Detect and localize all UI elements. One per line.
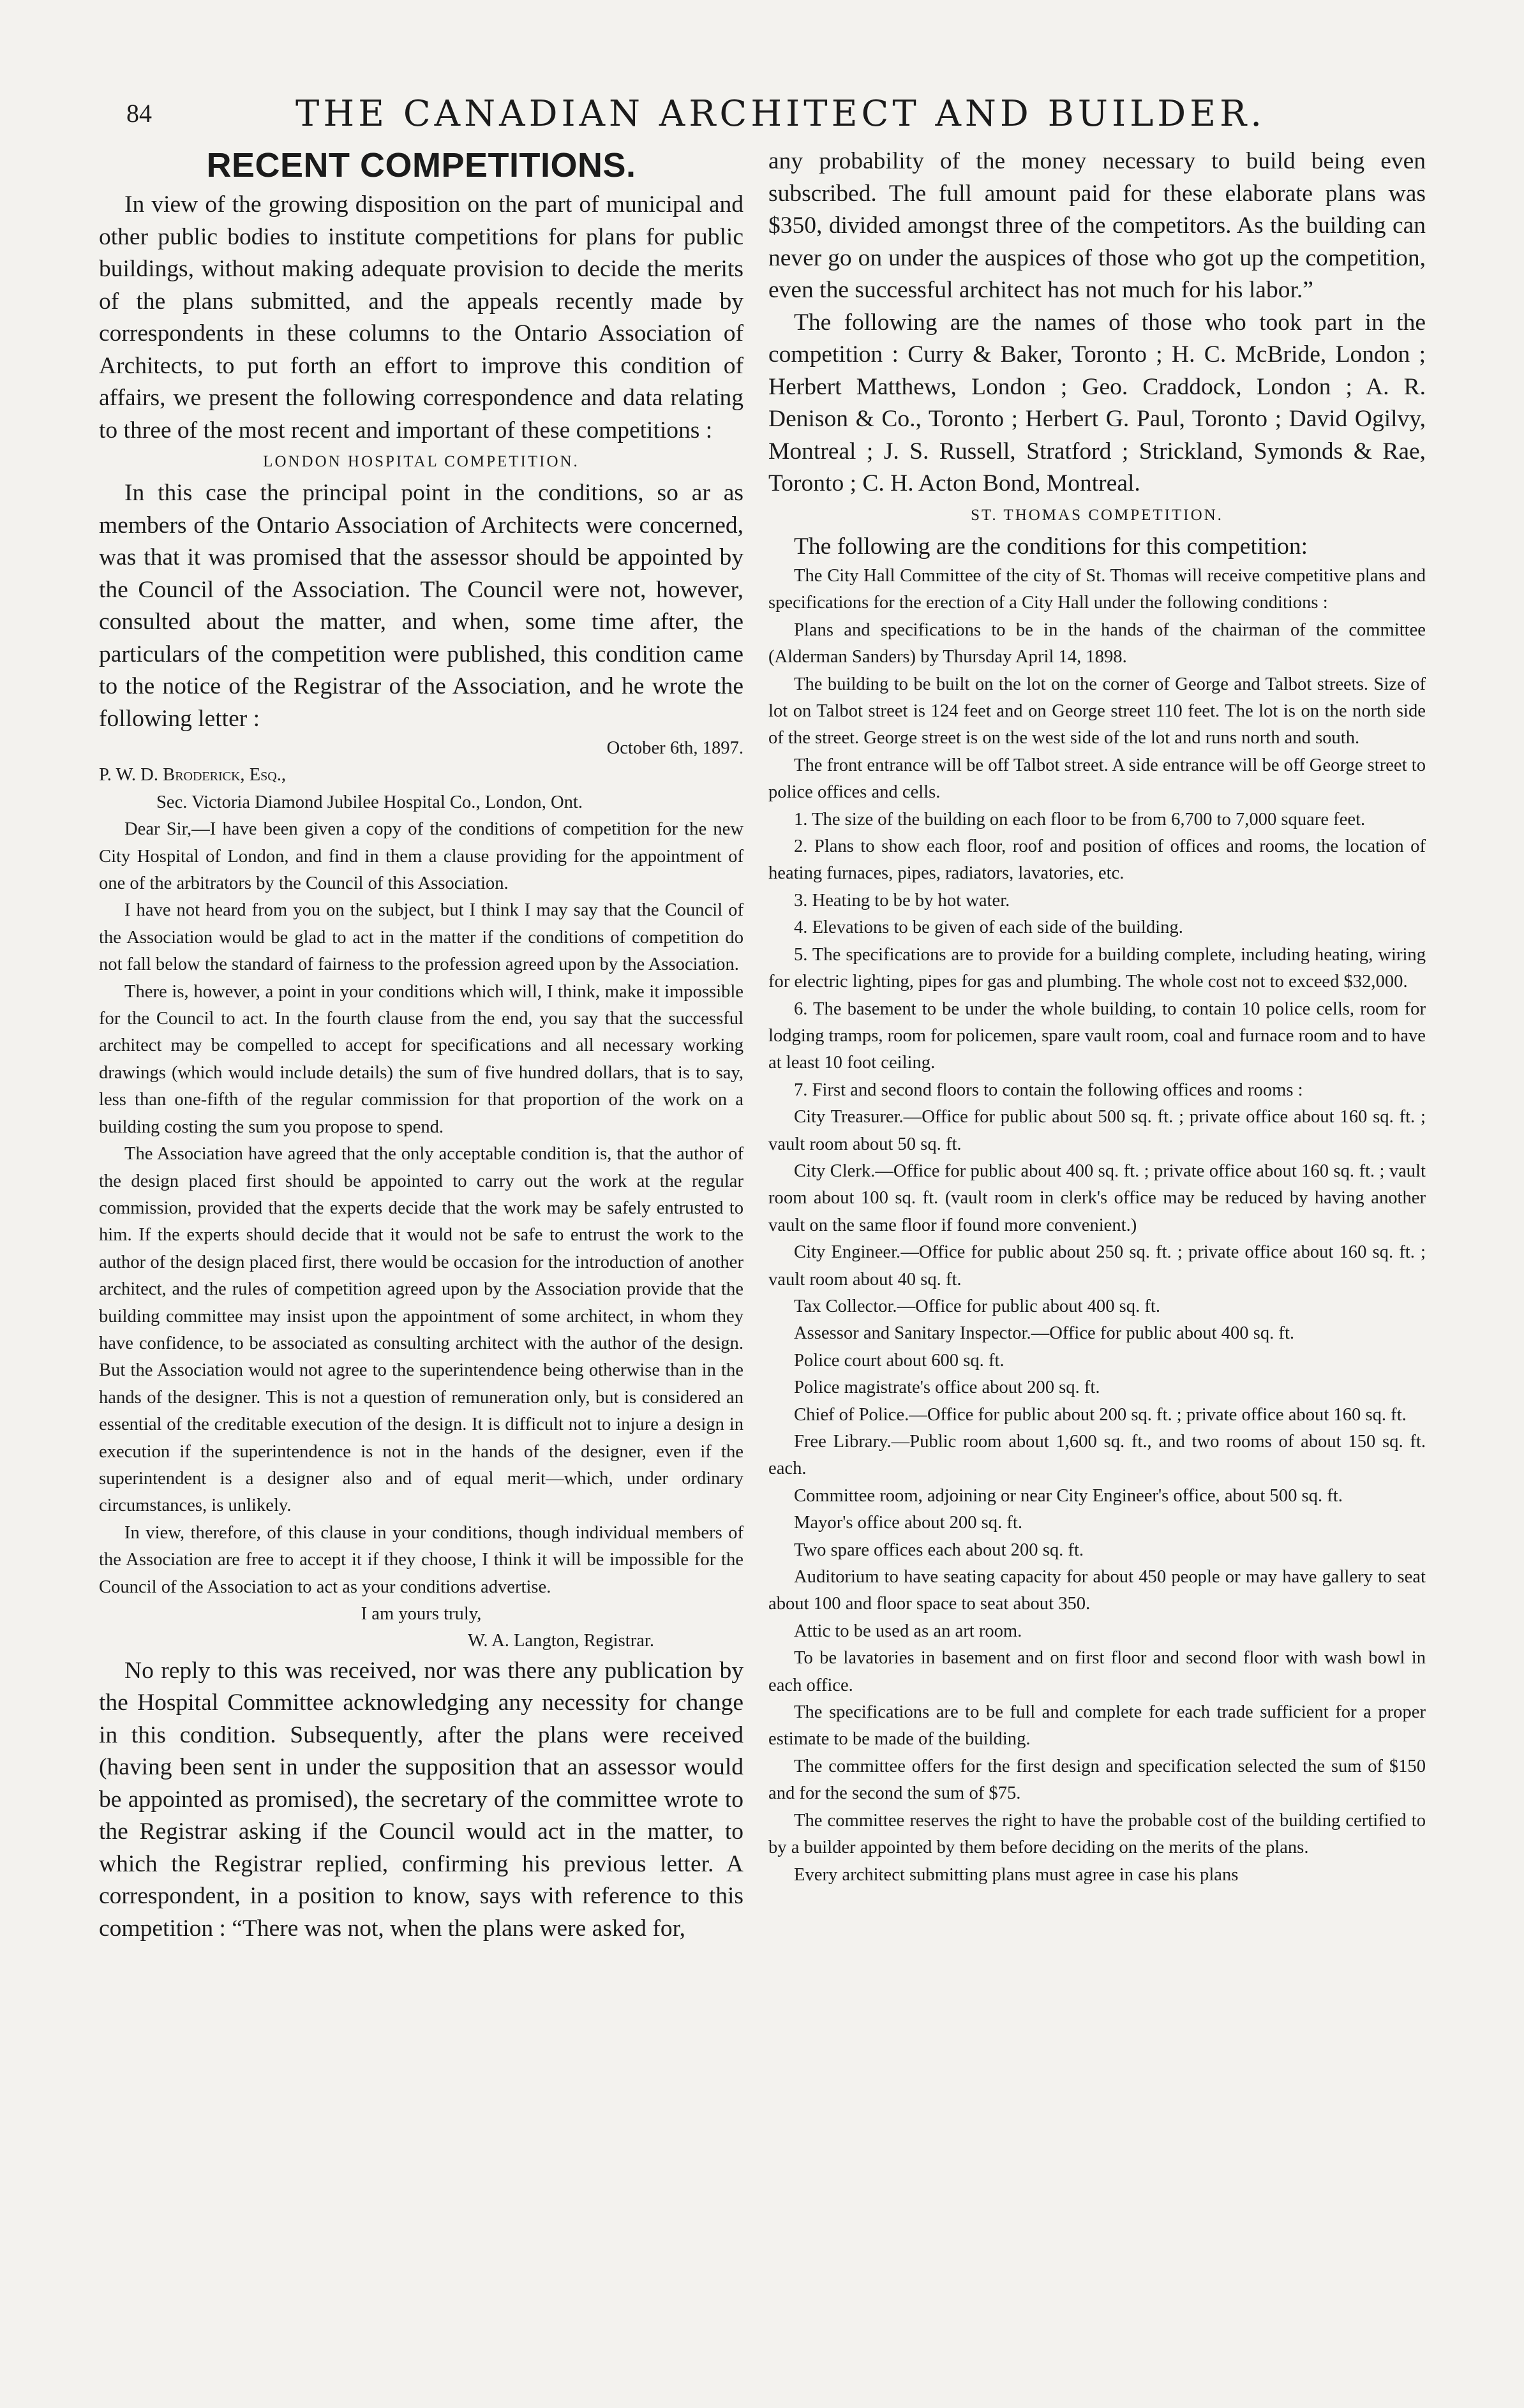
article-heading: RECENT COMPETITIONS. [206, 146, 636, 184]
room-requirement: City Treasurer.—Office for public about 500 sq. ft. ; private office about 160 sq. ft. ; vault room about 50 sq. ft. [768, 1107, 1426, 1154]
masthead [126, 93, 1435, 144]
numbered-condition: 7. First and second floors to contain the following offices and rooms : [794, 1080, 1303, 1100]
room-requirement: Assessor and Sanitary Inspector.—Office for public about 400 sq. ft. [794, 1323, 1295, 1344]
letter-date: October 6th, 1897. [606, 738, 743, 758]
letter-paragraph-1: Dear Sir,—I have been given a copy of the conditions of competition for the new City Hospital of London, and find in them a clause providing for the appointment of one of the arbitrators by the Council of this Association. [99, 819, 743, 894]
numbered-condition: 3. Heating to be by hot water. [794, 890, 1010, 910]
room-requirement: Every architect submitting plans must agree in case his plans [794, 1864, 1239, 1885]
room-requirement: The committee reserves the right to have the probable cost of the building certified to by a builder appointed by them before deciding on the merits of the plans. [768, 1810, 1426, 1858]
st-thomas-subheading: ST. THOMAS COMPETITION. [971, 506, 1223, 524]
numbered-condition: 1. The size of the building on each floor to be from 6,700 to 7,000 square feet. [794, 809, 1366, 829]
left-column [99, 145, 743, 1945]
condition-paragraph: The front entrance will be off Talbot street. A side entrance will be off George street to police offices and cells. [768, 755, 1426, 803]
page-number: 84 [126, 99, 152, 128]
room-requirement: The committee offers for the first design and specification selected the sum of $150 and for the second the sum of $75. [768, 1756, 1426, 1804]
room-requirement: Chief of Police.—Office for public about 200 sq. ft. ; private office about 160 sq. ft. [794, 1404, 1407, 1425]
condition-paragraph: The City Hall Committee of the city of St. Thomas will receive competitive plans and specifications for the erection of a City Hall under the following conditions : [768, 566, 1426, 613]
room-requirement: Committee room, adjoining or near City Engineer's office, about 500 sq. ft. [794, 1485, 1343, 1506]
numbered-condition: 4. Elevations to be given of each side of the building. [794, 918, 1183, 938]
letter-paragraph-5: In view, therefore, of this clause in your conditions, though individual members of the Association are free to accept it if they choose, I think it will be impossible for the Council of the Association to act as your conditions advertise. [99, 1522, 743, 1597]
letter-closing: I am yours truly, [361, 1604, 482, 1624]
numbered-condition: 5. The specifications are to provide for a building complete, including heating, wiring for electric lighting, pipes for gas and plumbing. The whole cost not to exceed $32,000. [768, 944, 1426, 992]
participants-paragraph: The following are the names of those who took part in the competition : Curry & Baker, Toronto ; H. C. McBride, London ; Herbert Matthews, London ; Geo. Craddock, London ; A. R. Denison & Co., Toronto ; Herbert G. Paul, Toronto ; David Ogilvy, Montreal ; J. S. Russell, Stratford ; Strickland, Symonds & Rae, Toronto ; C. H. Acton Bond, Montreal. [768, 309, 1426, 496]
room-requirement: To be lavatories in basement and on first floor and second floor with wash bowl in each office. [768, 1648, 1426, 1695]
numbered-condition: 6. The basement to be under the whole building, to contain 10 police cells, room for lodging tramps, room for policemen, spare vault room, coal and furnace room and to have at least 10 foot ceiling. [768, 999, 1426, 1073]
room-requirement: The specifications are to be full and complete for each trade sufficient for a proper estimate to be made of the building. [768, 1702, 1426, 1750]
london-paragraph-2: No reply to this was received, nor was there any publication by the Hospital Committee acknowledging any necessity for change in this condition. Subsequently, after the plans were received (having been sent in under the supposition that an assessor would be appointed as promised), the secretary of the committee wrote to the Registrar asking if the Council would act in the matter, to which the Registrar replied, confirming his previous letter. A correspondent, in a position to know, says with reference to this competition : “There was not, when the plans were asked for, [99, 1657, 743, 1942]
room-requirement: Tax Collector.—Office for public about 400 sq. ft. [794, 1296, 1160, 1316]
room-requirement: Free Library.—Public room about 1,600 sq. ft., and two rooms of about 150 sq. ft. each. [768, 1432, 1426, 1479]
letter-paragraph-4: The Association have agreed that the only acceptable condition is, that the author of the design placed first should be appointed to carry out the work at the regular commission, provided that the experts decide that the work may be safely entrusted to him. If the experts should decide that it would not be safe to entrust the work to the author of the design placed first, there would be occasion for the introduction of another architect, and the rules of competition agreed upon by the Association provide that the building committee may insist upon the appointment of some architect, in whom they have confidence, to be associated as consulting architect with the author of the design. But the Association would not agree to the superintendence being otherwise than in the hands of the designer. This is not a question of remuneration only, but is considered an essential of the creditable execution of the design. It is difficult not to injure a design in execution if the superintendence is not in the hands of the designer, even if the superintendent is a designer also and of equal merit—which, under ordinary circumstances, is unlikely. [99, 1144, 743, 1516]
room-requirement: Two spare offices each about 200 sq. ft. [794, 1540, 1084, 1560]
room-requirement: Police magistrate's office about 200 sq. ft. [794, 1378, 1100, 1398]
numbered-condition: 2. Plans to show each floor, roof and position of offices and rooms, the location of heating furnaces, pipes, radiators, lavatories, etc. [768, 836, 1426, 884]
room-requirement: City Engineer.—Office for public about 250 sq. ft. ; private office about 160 sq. ft. ; vault room about 40 sq. ft. [768, 1242, 1426, 1289]
room-requirement: Attic to be used as an art room. [794, 1621, 1022, 1641]
st-thomas-intro: The following are the conditions for this competition: [794, 533, 1308, 560]
letter-paragraph-2: I have not heard from you on the subject, but I think I may say that the Council of the Association would be glad to act in the matter if the conditions of competition do not fall below the standard of fairness to the profession agreed upon by the Association. [99, 900, 743, 975]
intro-paragraph: In view of the growing disposition on the part of municipal and other public bodies to institute competitions for plans for public buildings, without making adequate provision to decide the merits of the plans submitted, and the appeals recently made by correspondents in these columns to the Ontario Association of Architects, to put forth an effort to improve this condition of affairs, we present the following correspondence and data relating to three of the most recent and important of these competitions : [99, 191, 743, 443]
continued-paragraph: any probability of the money necessary to build being even subscribed. The full amount paid for these elaborate plans was $350, divided amongst three of the competitors. As the building can never go on under the auspices of those who got up the competition, even the successful architect has not much for his labor.” [768, 148, 1426, 303]
room-requirement: City Clerk.—Office for public about 400 sq. ft. ; private office about 160 sq. ft. ; vault room about 100 sq. ft. (vault room in clerk's office may be reduced by having another vault on the same floor if found more convenient.) [768, 1161, 1426, 1235]
room-requirement: Police court about 600 sq. ft. [794, 1350, 1005, 1371]
condition-paragraph: Plans and specifications to be in the hands of the chairman of the committee (Alderman Sanders) by Thursday April 14, 1898. [768, 620, 1426, 667]
letter-recipient-title: Sec. Victoria Diamond Jubilee Hospital Co., London, Ont. [156, 792, 583, 812]
condition-paragraph: The building to be built on the lot on the corner of George and Talbot streets. Size of lot on Talbot street is 124 feet and on George street 110 feet. The lot is on the north side of the street. George street is on the west side of the lot and runs north and south. [768, 674, 1426, 748]
room-requirement: Auditorium to have seating capacity for about 450 people or may have gallery to seat about 100 and floor space to seat about 350. [768, 1567, 1426, 1614]
letter-recipient: P. W. D. Broderick, Esq., [99, 765, 287, 785]
running-title: THE CANADIAN ARCHITECT AND BUILDER. [295, 93, 1266, 135]
london-subheading: LONDON HOSPITAL COMPETITION. [263, 453, 579, 470]
letter-paragraph-3: There is, however, a point in your conditions which will, I think, make it impossible for the Council to act. In the fourth clause from the end, you say that the successful architect may be compelled to accept for specifications and all necessary working drawings (which would include details) the sum of five hundred dollars, that is to say, less than one-fifth of the regular commission for that proportion of the work on a building costing the sum you propose to spend. [99, 981, 743, 1137]
right-column [768, 145, 1426, 1889]
room-requirement: Mayor's office about 200 sq. ft. [794, 1513, 1023, 1533]
letter-signature: W. A. Langton, Registrar. [468, 1631, 654, 1651]
london-paragraph-1: In this case the principal point in the conditions, so ar as members of the Ontario Association of Architects were concerned, was that it was promised that the assessor should be appointed by the Council of the Association. The Council were not, however, consulted about the matter, and when, some time after, the particulars of the competition were published, this condition came to the notice of the Registrar of the Association, and he wrote the following letter : [99, 480, 743, 732]
